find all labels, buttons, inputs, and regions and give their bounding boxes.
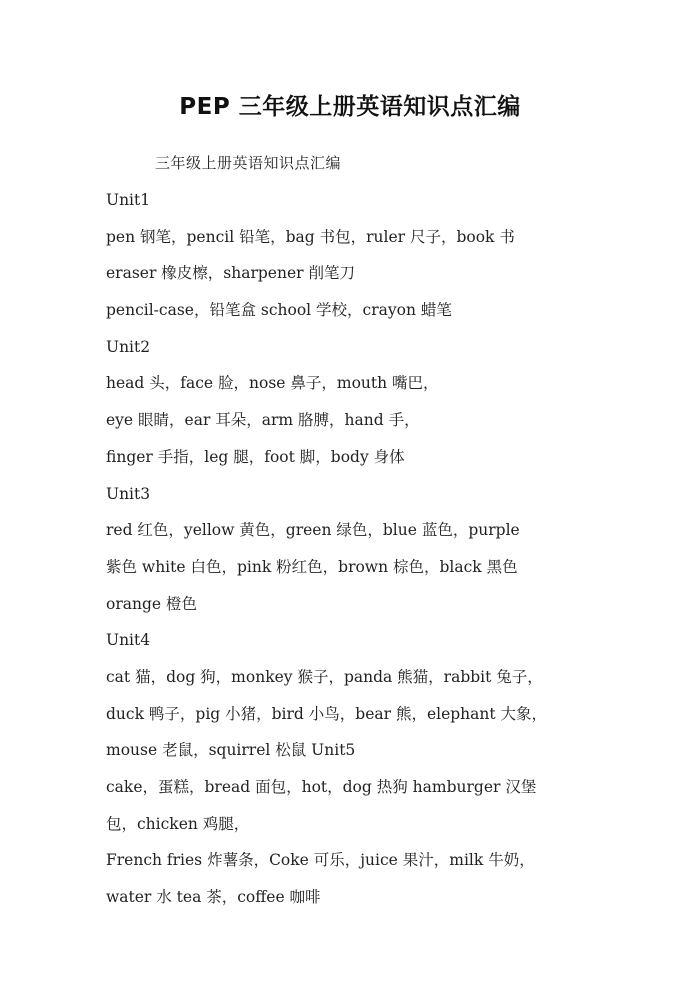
vocabulary-line: mouse 老鼠，squirrel 松鼠 Unit5: [106, 741, 356, 760]
vocabulary-line: red 红色，yellow 黄色，green 绿色，blue 蓝色，purple: [106, 521, 520, 540]
vocabulary-line: cake，蛋糕，bread 面包，hot，dog 热狗 hamburger 汉堡: [106, 778, 537, 796]
vocabulary-line: eraser 橡皮檫，sharpener 削笔刀: [106, 264, 355, 283]
vocabulary-line: pen 钢笔，pencil 铅笔，bag 书包，ruler 尺子，book 书: [106, 227, 515, 246]
vocabulary-line: pencil-case，铅笔盒 school 学校，crayon 蜡笔: [106, 301, 452, 320]
vocabulary-line: cat 猫，dog 狗，monkey 猴子，panda 熊猫，rabbit 兔子，: [106, 667, 543, 686]
vocabulary-line: duck 鸭子，pig 小猪，bird 小鸟，bear 熊，elephant 大象，: [106, 704, 548, 723]
document-subtitle: 三年级上册英语知识点汇编: [155, 154, 342, 172]
unit-heading: Unit1: [106, 191, 151, 209]
vocabulary-line: eye 眼睛，ear 耳朵，arm 胳膊，hand 手，: [106, 411, 420, 430]
unit-heading: Unit4: [106, 631, 151, 650]
vocabulary-line: orange 橙色: [106, 594, 197, 613]
vocabulary-line: finger 手指，leg 腿，foot 脚，body 身体: [106, 447, 405, 466]
vocabulary-line: French fries 炸薯条，Coke 可乐，juice 果汁，milk 牛奶，: [106, 851, 535, 870]
unit-heading: Unit2: [106, 337, 151, 356]
vocabulary-line: head 头，face 脸，nose 鼻子，mouth 嘴巴，: [106, 374, 439, 393]
document-body: [106, 186, 596, 920]
unit-heading: Unit3: [106, 484, 151, 503]
vocabulary-line: water 水 tea 茶，coffee 咖啡: [106, 888, 321, 907]
vocabulary-line: 包，chicken 鸡腿，: [106, 814, 250, 833]
document-title: PEP 三年级上册英语知识点汇编: [179, 94, 521, 120]
vocabulary-line: 紫色 white 白色，pink 粉红色，brown 棕色，black 黑色: [106, 557, 518, 576]
